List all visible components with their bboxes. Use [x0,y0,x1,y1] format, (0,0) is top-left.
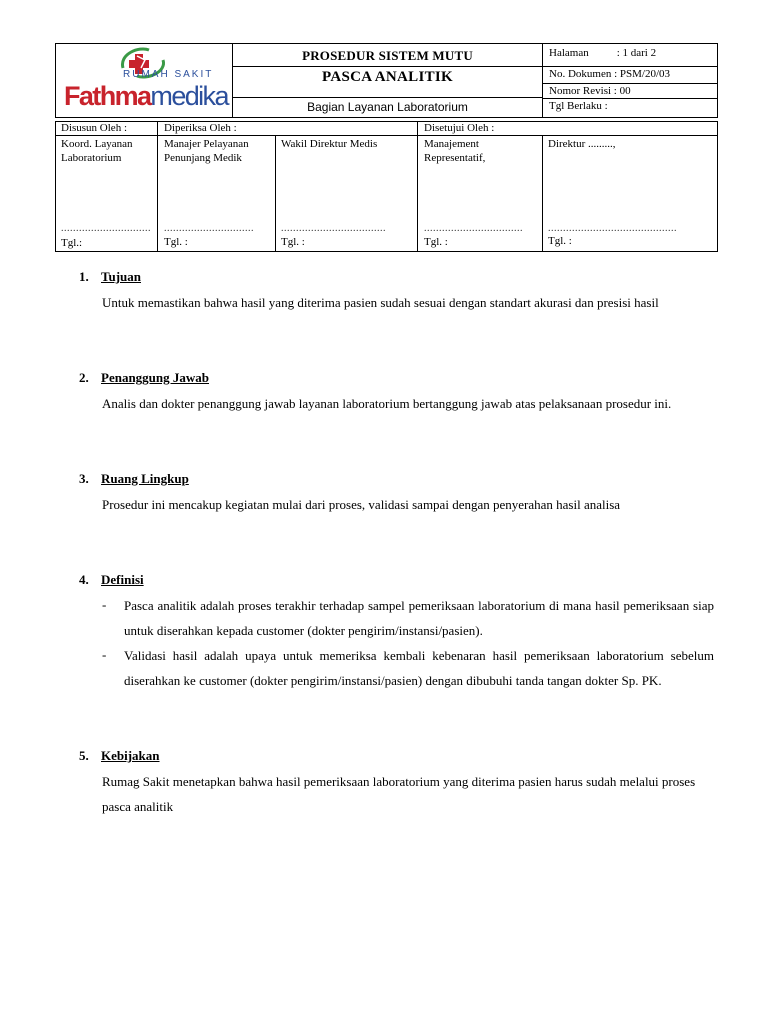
approval-divider [55,135,718,136]
checked-by-label: Diperiksa Oleh : [164,122,237,134]
hospital-logo-wordmark [64,81,228,111]
logo-name-part1: Fathma [64,81,151,111]
signature-line: ................................... [281,223,386,234]
section-text-kebijakan: Rumag Sakit menetapkan bahwa hasil pemeriksaan laboratorium yang diterima pasien harus sudah melalui proses pasca analitik [102,774,696,814]
approval-divider [275,135,276,252]
logo-caption: RUMAH SAKIT [123,69,214,80]
signature-date: Tgl.: [61,237,83,249]
signature-line: .............................. [61,223,151,234]
approved-by-label: Disetujui Oleh : [424,122,495,134]
signatory-role: Wakil Direktur Medis [281,138,378,150]
section-text-tujuan: Untuk memastikan bahwa hasil yang diterima pasien sudah sesuai dengan standart akurasi dan presisi hasil [102,295,659,310]
definition-item: Validasi hasil adalah upaya untuk memeriksa kembali kebenaran hasil pemeriksaan laboratorium sebelum diserahkan ke customer (dokter pengirim/instansi/pasien) dengan dibubuhi tanda tangan dokter Sp. PK. [124,648,714,688]
signature-date: Tgl. : [281,236,305,248]
header-divider [542,43,543,118]
document-title: PROSEDUR SISTEM MUTU [302,48,473,63]
signature-line: ................................. [424,223,523,234]
section-heading-definisi: 4. Definisi [79,572,144,587]
page-number: Halaman : 1 dari 2 [549,47,657,59]
signature-line: .............................. [164,223,254,234]
approval-divider [542,135,543,252]
bullet-mark: - [102,597,107,612]
definition-item: Pasca analitik adalah proses terakhir terhadap sampel pemeriksaan laboratorium di mana hasil pemeriksaan siap untuk diserahkan kepada customer (dokter pengirim/instansi/pasien). [124,598,714,638]
prepared-by-label: Disusun Oleh : [61,122,127,134]
approval-divider [417,121,418,252]
header-divider [542,83,718,84]
signatory-role: Manajement Representatif, [424,138,486,164]
section-heading-tujuan: 1. Tujuan [79,269,141,284]
approval-divider [157,121,158,252]
section-heading-penanggung-jawab: 2. Penanggung Jawab [79,370,209,385]
section-heading-kebijakan: 5. Kebijakan [79,748,160,763]
signature-date: Tgl. : [548,235,572,247]
header-divider [542,98,718,99]
header-divider [232,97,543,98]
procedure-title: PASCA ANALITIK [321,69,454,85]
department-name: Bagian Layanan Laboratorium [307,100,468,114]
header-divider [232,66,543,67]
header-divider [542,66,718,67]
revision-number: Nomor Revisi : 00 [549,85,631,97]
signature-date: Tgl. : [164,236,188,248]
signatory-role: Direktur ........., [548,138,616,150]
effective-date: Tgl Berlaku : [549,100,608,112]
logo-name-part2: medika [150,81,228,111]
signature-line: ........................................... [548,223,677,234]
signatory-role: Manajer Pelayanan Penunjang Medik [164,138,249,164]
signatory-role: Koord. Layanan Laboratorium [61,138,133,164]
signature-date: Tgl. : [424,236,448,248]
bullet-mark: - [102,647,107,662]
section-text-ruang-lingkup: Prosedur ini mencakup kegiatan mulai dari proses, validasi sampai dengan penyerahan hasil analisa [102,497,621,512]
section-heading-ruang-lingkup: 3. Ruang Lingkup [79,471,189,486]
section-text-penanggung-jawab: Analis dan dokter penanggung jawab layanan laboratorium bertanggung jawab atas pelaksanaan prosedur ini. [102,396,672,411]
document-number: No. Dokumen : PSM/20/03 [549,68,671,80]
